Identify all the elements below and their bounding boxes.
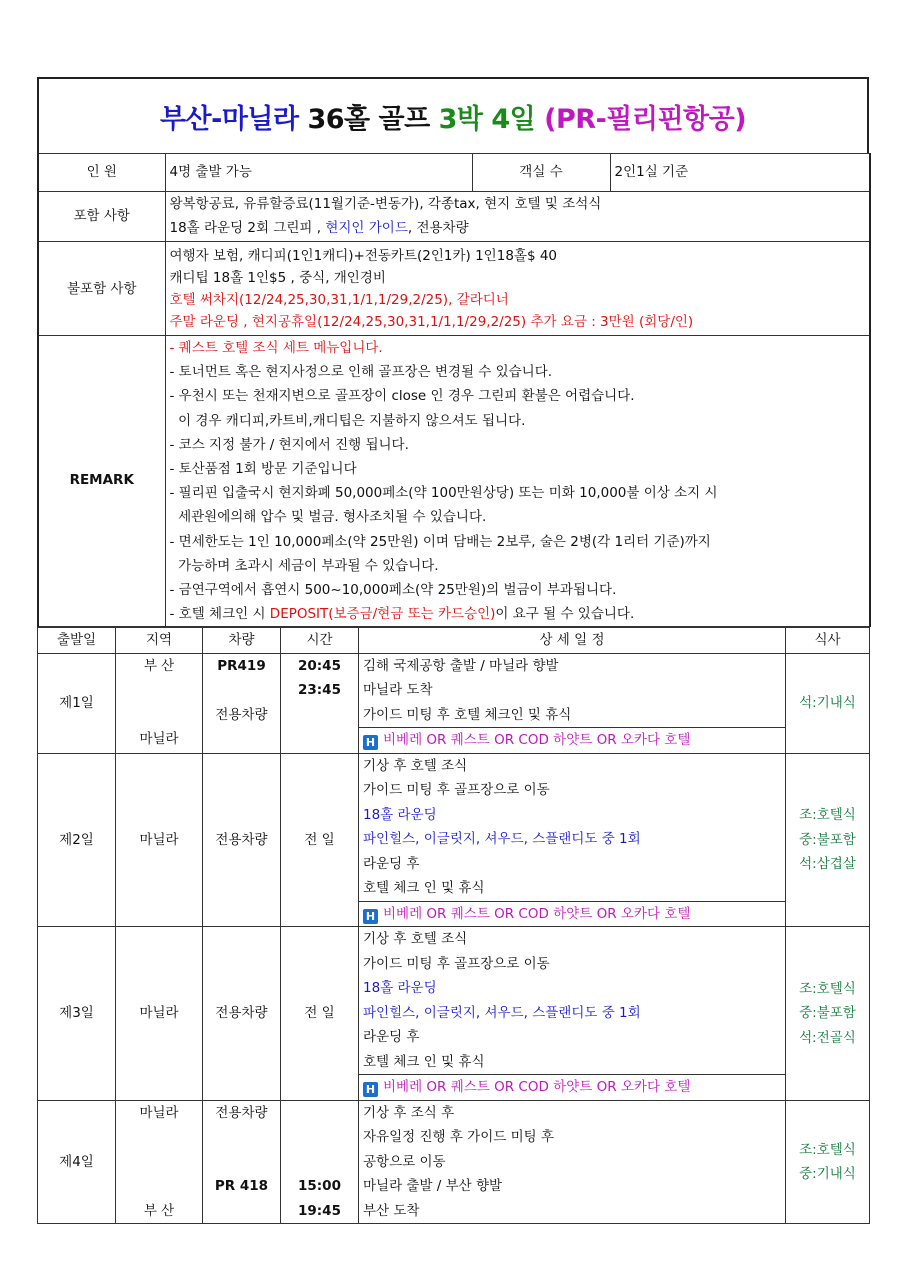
hotel-icon: H	[363, 735, 378, 750]
day-1-line-3: 가이드 미팅 후 호텔 체크인 및 휴식	[363, 706, 572, 723]
included-guide: 현지인 가이드	[325, 219, 408, 236]
day-2-label: 제2일	[38, 753, 116, 927]
included-line-1: 왕복항공료, 유류할증료(11월기준-변동가), 각종tax, 현지 호텔 및 조석식	[169, 196, 602, 212]
day-3-meal-2: 중:불포함	[799, 1005, 856, 1022]
day-2-meal-1: 조:호텔식	[799, 807, 856, 824]
day-1-region-2: 마닐라	[139, 731, 179, 748]
day-4-line-4: 마닐라 출발 / 부산 향발	[363, 1178, 503, 1195]
day-2-vehicle: 전용차량	[203, 753, 281, 927]
day-1-meal: 석:기내식	[786, 653, 870, 753]
remark-line-10: 가능하며 초과시 세금이 부과될 수 있습니다.	[169, 557, 439, 574]
day-1-region-1: 부 산	[143, 657, 175, 674]
day-4-label: 제4일	[38, 1100, 116, 1224]
day-3-meal-3: 석:전골식	[799, 1029, 856, 1046]
excluded-surcharge: 호텔 써차지(12/24,25,30,31,1/1,1/29,2/25), 갈라디너	[169, 291, 509, 308]
remark-line-12c: 이 요구 될 수 있습니다.	[495, 606, 635, 623]
remark-line-6: - 토산품점 1회 방문 기준입니다	[169, 461, 357, 478]
room-value: 2인1실 기준	[610, 154, 870, 192]
day-3-meal	[786, 927, 870, 1101]
day-2-hotel-text: 비베레 OR 퀘스트 OR COD 하얏트 OR 오카다 호텔	[383, 905, 691, 922]
day-4-line-1: 기상 후 조식 후	[363, 1104, 455, 1121]
day-2-meal	[786, 753, 870, 927]
day-1-row	[38, 653, 870, 753]
day-2-line-4: 파인힐스, 이글릿지, 셔우드, 스플랜디도 중 1회	[363, 831, 641, 848]
day-3-region: 마닐라	[116, 927, 203, 1101]
day-4-meal-2: 중:기내식	[799, 1166, 856, 1183]
schedule-header	[38, 628, 870, 654]
day-1-label: 제1일	[38, 653, 116, 753]
day-3-hotel	[359, 1074, 785, 1100]
day-3-line-6: 호텔 체크 인 및 휴식	[363, 1053, 485, 1070]
day-4-time-1: 15:00	[298, 1178, 341, 1195]
remark-line-2: - 토너먼트 혹은 현지사정으로 인해 골프장은 변경될 수 있습니다.	[169, 364, 553, 381]
day-1-hotel	[359, 727, 785, 753]
excluded-row	[38, 242, 870, 336]
day-4-vehicle	[203, 1100, 281, 1224]
day-2-details	[359, 753, 786, 927]
day-4-row	[38, 1100, 870, 1224]
day-3-row	[38, 927, 870, 1101]
header-detail: 상 세 일 정	[359, 628, 786, 654]
remark-line-1: - 퀘스트 호텔 조식 세트 메뉴입니다.	[169, 340, 383, 356]
day-2-line-1: 기상 후 호텔 조식	[363, 757, 468, 774]
header-meal: 식사	[786, 628, 870, 654]
header-vehicle: 차량	[203, 628, 281, 654]
day-4-flight: PR 418	[214, 1178, 269, 1195]
header-time: 시간	[281, 628, 359, 654]
included-label: 포함 사항	[38, 192, 165, 242]
day-2-line-6: 호텔 체크 인 및 휴식	[363, 880, 485, 897]
day-3-line-1: 기상 후 호텔 조식	[363, 931, 468, 948]
day-1-vehicle-2: 전용차량	[215, 706, 268, 723]
remark-line-4: 이 경우 캐디피,카트비,캐디팁은 지불하지 않으셔도 됩니다.	[169, 412, 526, 429]
hotel-icon: H	[363, 1082, 378, 1097]
remark-line-11: - 금연구역에서 흡연시 500~10,000페소(약 25만원)의 벌금이 부과됩니다.	[169, 582, 617, 599]
day-3-line-5: 라운딩 후	[363, 1029, 420, 1046]
title-airline: (PR-필리핀항공)	[544, 103, 747, 135]
remark-line-3: - 우천시 또는 천재지변으로 골프장이 close 인 경우 그린피 환불은 어렵습니다.	[169, 388, 635, 405]
day-2-row	[38, 753, 870, 927]
day-4-region-2: 부 산	[143, 1202, 175, 1219]
day-3-label: 제3일	[38, 927, 116, 1101]
day-2-line-2: 가이드 미팅 후 골프장으로 이동	[363, 782, 550, 799]
day-2-line-3: 18홀 라운딩	[363, 806, 437, 823]
header-day: 출발일	[38, 628, 116, 654]
document-title	[37, 77, 869, 153]
persons-row	[38, 154, 870, 192]
remark-details	[165, 336, 870, 627]
day-1-details	[359, 653, 786, 753]
day-4-vehicle-1: 전용차량	[215, 1104, 268, 1121]
excluded-details	[165, 242, 870, 336]
day-4-time	[281, 1100, 359, 1224]
title-duration: 3박 4일	[438, 103, 536, 135]
day-1-region	[116, 653, 203, 753]
day-4-details	[359, 1100, 786, 1224]
title-golf: 36홀 골프	[307, 103, 430, 135]
remark-label: REMARK	[38, 336, 165, 627]
excluded-line-2: 캐디팁 18홀 1인$5 , 중식, 개인경비	[169, 269, 386, 286]
hotel-icon: H	[363, 909, 378, 924]
day-3-details	[359, 927, 786, 1101]
remark-line-7: - 필리핀 입출국시 현지화폐 50,000페소(약 100만원상당) 또는 미화 10,000불 이상 소지 시	[169, 485, 718, 502]
excluded-weekend-fee: 주말 라운딩 , 현지공휴일(12/24,25,30,31,1/1,1/29,2/25) 추가 요금 : 3만원 (회당/인)	[169, 313, 694, 330]
remark-line-5: - 코스 지정 불가 / 현지에서 진행 됩니다.	[169, 436, 409, 453]
day-2-line-5: 라운딩 후	[363, 855, 420, 872]
day-1-time	[281, 653, 359, 753]
persons-value: 4명 출발 가능	[165, 154, 472, 192]
day-4-line-5: 부산 도착	[363, 1202, 420, 1219]
day-3-line-3: 18홀 라운딩	[363, 980, 437, 997]
day-4-region	[116, 1100, 203, 1224]
schedule-table	[37, 627, 870, 1224]
remark-line-9: - 면세한도는 1인 10,000페소(약 25만원) 이며 담배는 2보루, 술은 2병(각 1리터 기준)까지	[169, 533, 711, 550]
day-4-line-3: 공항으로 이동	[363, 1153, 446, 1170]
day-2-meal-3: 석:삼겹살	[799, 856, 856, 873]
day-4-region-1: 마닐라	[139, 1104, 179, 1121]
excluded-label: 불포함 사항	[38, 242, 165, 336]
remark-line-8: 세관원에의해 압수 및 벌금. 형사조치될 수 있습니다.	[169, 509, 487, 526]
included-details	[165, 192, 870, 242]
remark-deposit: DEPOSIT(보증금/현금 또는 카드승인)	[269, 606, 496, 623]
day-2-meal-2: 중:불포함	[799, 831, 856, 848]
room-label: 객실 수	[472, 154, 610, 192]
header-region: 지역	[116, 628, 203, 654]
day-3-hotel-text: 비베레 OR 퀘스트 OR COD 하얏트 OR 오카다 호텔	[383, 1079, 691, 1096]
day-4-time-2: 19:45	[298, 1202, 341, 1219]
day-3-line-4: 파인힐스, 이글릿지, 셔우드, 스플랜디도 중 1회	[363, 1004, 641, 1021]
remark-line-12	[170, 602, 866, 626]
day-2-region: 마닐라	[116, 753, 203, 927]
day-1-time-1: 20:45	[298, 657, 341, 674]
day-2-hotel	[359, 901, 785, 927]
excluded-line-1: 여행자 보험, 캐디피(1인1캐디)+전동카트(2인1카) 1인18홀$ 40	[169, 247, 558, 264]
day-1-line-2: 마닐라 도착	[363, 682, 433, 699]
day-1-vehicle	[203, 653, 281, 753]
day-1-time-2: 23:45	[298, 682, 341, 699]
remark-row	[38, 336, 870, 627]
day-4-line-2: 자유일정 진행 후 가이드 미팅 후	[363, 1129, 554, 1146]
day-3-time: 전 일	[281, 927, 359, 1101]
day-1-flight: PR419	[217, 657, 266, 674]
itinerary-document	[37, 77, 869, 1224]
day-4-meal	[786, 1100, 870, 1224]
remark-line-12a: - 호텔 체크인 시	[169, 606, 270, 623]
day-3-meal-1: 조:호텔식	[799, 980, 856, 997]
title-route: 부산-마닐라	[159, 103, 299, 135]
day-4-meal-1: 조:호텔식	[799, 1141, 856, 1158]
included-line-2a: 18홀 라운딩 2회 그린피 ,	[169, 219, 326, 236]
included-row	[38, 192, 870, 242]
included-line-2	[170, 217, 866, 241]
day-3-vehicle: 전용차량	[203, 927, 281, 1101]
day-1-hotel-text: 비베레 OR 퀘스트 OR COD 하얏트 OR 오카다 호텔	[383, 732, 691, 749]
info-table	[37, 153, 871, 627]
persons-label: 인 원	[38, 154, 165, 192]
day-2-time: 전 일	[281, 753, 359, 927]
day-3-line-2: 가이드 미팅 후 골프장으로 이동	[363, 955, 550, 972]
included-line-2c: , 전용차량	[407, 219, 469, 236]
day-1-line-1: 김해 국제공항 출발 / 마닐라 향발	[363, 657, 559, 674]
